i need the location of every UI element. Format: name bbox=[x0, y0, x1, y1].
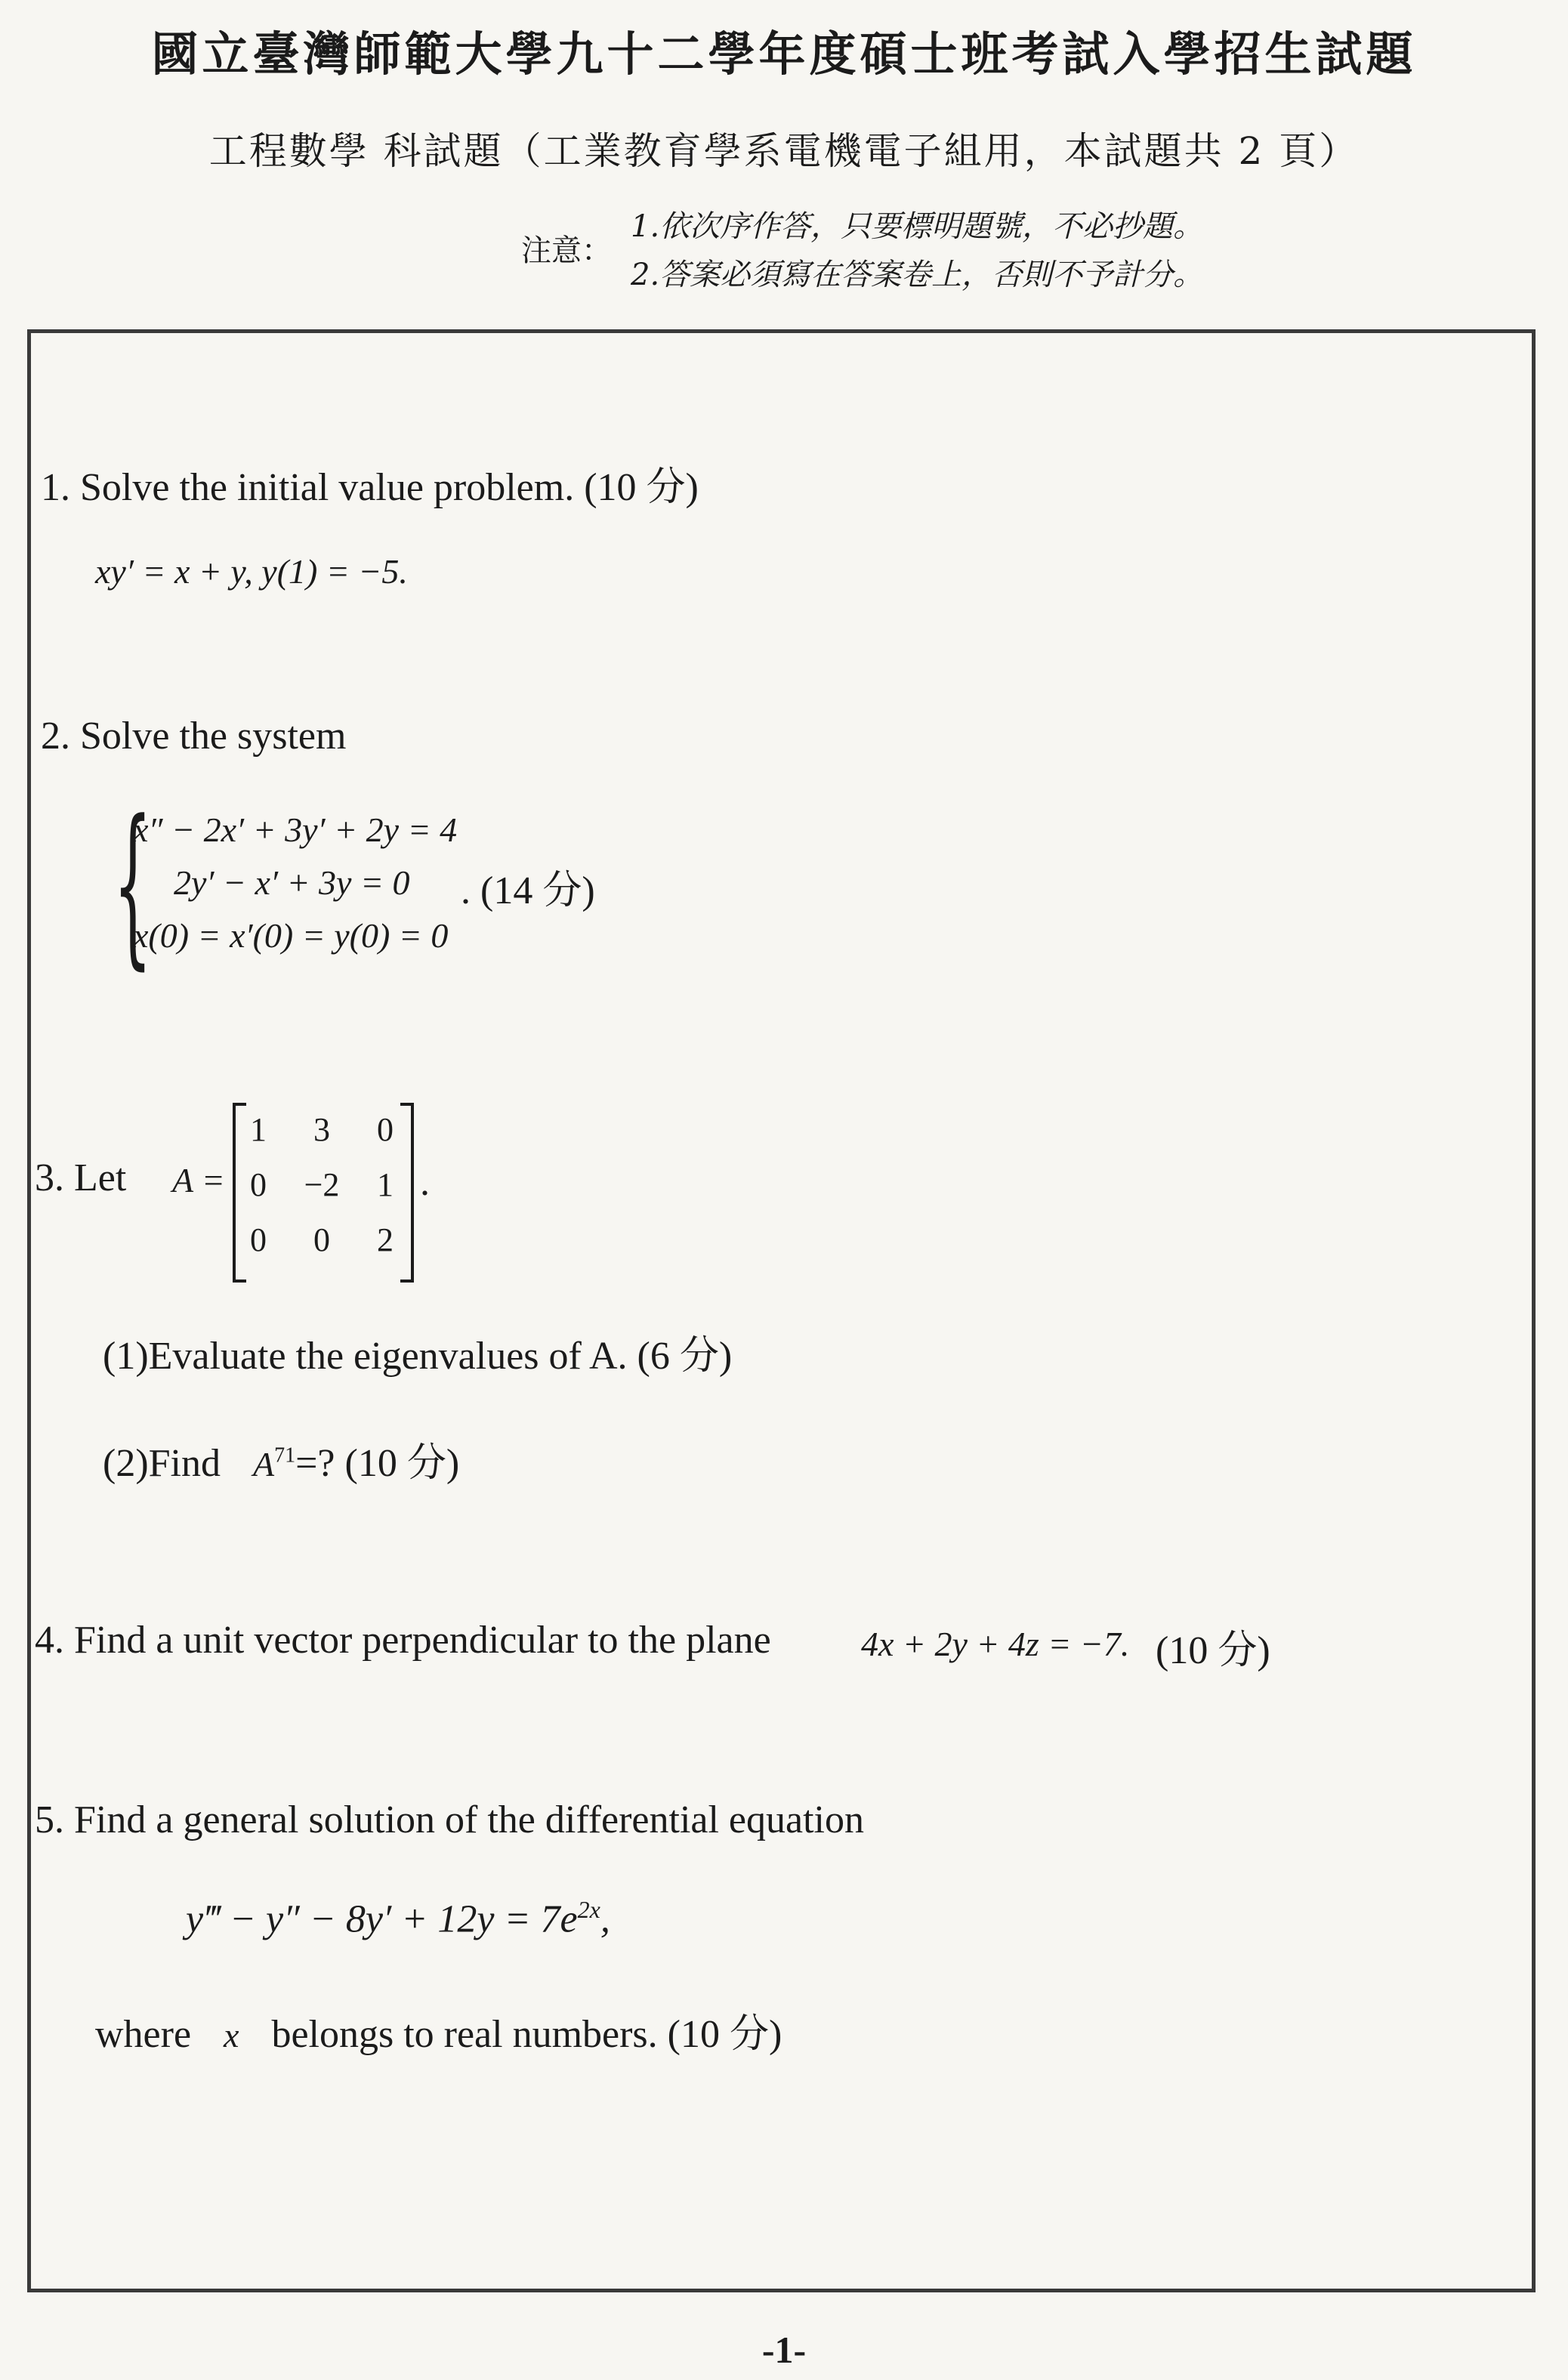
where-suffix: belongs to real numbers. (10 分) bbox=[271, 2013, 782, 2056]
notice-item: 2.答案必須寫在答案卷上，否則不予計分。 bbox=[631, 258, 1204, 292]
matrix-cell: 0 bbox=[250, 1221, 267, 1258]
system-equation-1: x″ − 2x′ + 3y′ + 2y = 4 bbox=[133, 810, 458, 849]
matrix-cell: −2 bbox=[304, 1166, 340, 1203]
question-5-condition bbox=[95, 2002, 782, 2058]
where-prefix: where bbox=[95, 2013, 192, 2056]
exam-subtitle: 工程數學 科試題（工業教育學系電機電子組用，本試題共 2 頁） bbox=[208, 129, 1360, 173]
equation-main: y‴ − y″ − 8y′ + 12y = 7e bbox=[186, 1897, 578, 1941]
equation-tail: , bbox=[600, 1897, 610, 1941]
equation-exponent: 2x bbox=[577, 1896, 600, 1923]
system-equation-3: x(0) = x′(0) = y(0) = 0 bbox=[133, 916, 449, 955]
matrix-cell: 0 bbox=[313, 1221, 330, 1258]
exam-title: 國立臺灣師範大學九十二學年度碩士班考試入學招生試題 bbox=[151, 26, 1417, 82]
matrix-label: A = bbox=[172, 1161, 225, 1199]
matrix-right-bracket bbox=[400, 1103, 414, 1283]
exam-box bbox=[27, 329, 1536, 2292]
matrix-cell: 0 bbox=[250, 1166, 267, 1203]
matrix-period: . bbox=[420, 1161, 430, 1204]
notice-list bbox=[631, 202, 1203, 299]
question-3: 3. Let bbox=[35, 1156, 127, 1199]
question-4-points: (10 分) bbox=[1156, 1629, 1270, 1672]
system-equation-2: 2y′ − x′ + 3y = 0 bbox=[174, 863, 410, 902]
power-exponent: 71 bbox=[274, 1443, 296, 1468]
question-4-equation: 4x + 2y + 4z = −7. bbox=[861, 1625, 1130, 1663]
question-1-equation: xy′ = x + y, y(1) = −5. bbox=[95, 552, 408, 591]
page-number: -1- bbox=[761, 2329, 807, 2371]
question-4: 4. Find a unit vector perpendicular to the plane bbox=[35, 1619, 771, 1662]
notice-label: 注意： bbox=[521, 233, 612, 268]
question-1: 1. Solve the initial value problem. (10 分) bbox=[41, 466, 699, 509]
notice-item: 1.依次序作答，只要標明題號，不必抄題。 bbox=[631, 209, 1204, 244]
question-3-part-1: (1)Evaluate the eigenvalues of A. (6 分) bbox=[103, 1335, 733, 1378]
where-variable: x bbox=[224, 2016, 239, 2054]
question-5-equation bbox=[186, 1896, 610, 1941]
matrix-cell: 1 bbox=[377, 1166, 394, 1203]
question-5: 5. Find a general solution of the differential equation bbox=[35, 1798, 864, 1841]
matrix-cell: 3 bbox=[313, 1111, 330, 1148]
matrix-cell: 1 bbox=[250, 1111, 267, 1148]
question-2-points: . (14 分) bbox=[461, 869, 595, 912]
power-base: A bbox=[253, 1445, 275, 1483]
matrix-A bbox=[227, 1110, 417, 1259]
part-2-suffix: =? (10 分) bbox=[295, 1442, 460, 1485]
question-2: 2. Solve the system bbox=[41, 715, 347, 758]
question-3-part-2 bbox=[103, 1431, 459, 1487]
matrix-cell: 2 bbox=[377, 1221, 394, 1258]
part-2-prefix: (2)Find bbox=[103, 1442, 221, 1485]
system-brace: { bbox=[113, 784, 153, 986]
matrix-cell: 0 bbox=[377, 1111, 394, 1148]
